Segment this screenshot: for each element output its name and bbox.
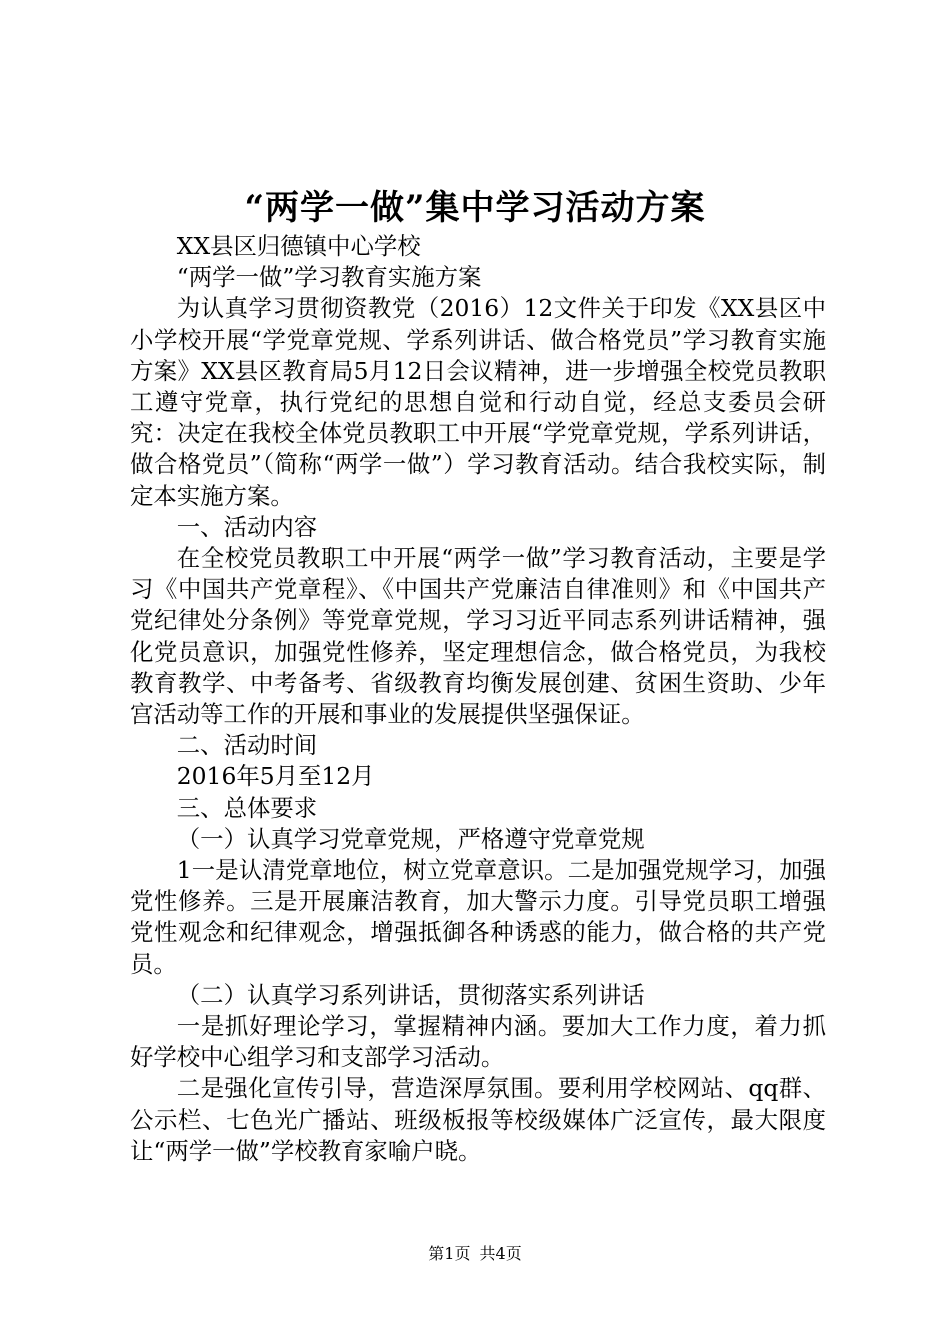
requirements-paragraph-2: 一是抓好理论学习，掌握精神内涵。要加大工作力度，着力抓好学校中心组学习和支部学习活动。 bbox=[130, 1012, 826, 1072]
subsection-heading-2: （二）认真学习系列讲话，贯彻落实系列讲话 bbox=[176, 980, 645, 1009]
content-paragraph: 在全校党员教职工中开展“两学一做”学习教育活动，主要是学习《中国共产党章程》、《中国共产党廉洁自律准则》和《中国共产党纪律处分条例》等党章党规，学习习近平同志系列讲话精神，强化党员意识，加强党性修养，坚定理想信念，做合格党员，为我校教育教学、中考备考、省级教育均衡发展创建、贫困生资助、少年宫活动等工作的开展和事业的发展提供坚强保证。 bbox=[130, 544, 826, 729]
intro-paragraph: 为认真学习贯彻资教党（2016）12文件关于印发《XX县区中小学校开展“学党章党规、学系列讲话、做合格党员”学习教育实施方案》XX县区教育局5月12日会议精神，进一步增强全校党员教职工遵守党章，执行党纪的思想自觉和行动自觉，经总支委员会研究：决定在我校全体党员教职工中开展“学党章党规，学系列讲话，做合格党员”（简称“两学一做”）学习教育活动。结合我校实际，制定本实施方案。 bbox=[130, 294, 826, 510]
document-body bbox=[130, 231, 826, 1167]
section-heading-time: 二、活动时间 bbox=[176, 731, 318, 760]
section-heading-content: 一、活动内容 bbox=[176, 512, 318, 541]
subsection-heading-1: （一）认真学习党章党规，严格遵守党章党规 bbox=[176, 824, 645, 853]
time-paragraph: 2016年5月至12月 bbox=[176, 762, 375, 791]
plan-subtitle-line: “两学一做”学习教育实施方案 bbox=[176, 263, 482, 292]
requirements-paragraph-1: 1一是认清党章地位，树立党章意识。二是加强党规学习，加强党性修养。三是开展廉洁教育，加大警示力度。引导党员职工增强党性观念和纪律观念，增强抵御各种诱惑的能力，做合格的共产党员。 bbox=[130, 856, 826, 978]
document-title: “两学一做”集中学习活动方案 bbox=[244, 188, 706, 228]
section-heading-requirements: 三、总体要求 bbox=[176, 793, 318, 822]
page-number-footer: 第1页 共4页 bbox=[428, 1244, 522, 1263]
school-name-line: XX县区归德镇中心学校 bbox=[176, 232, 421, 260]
requirements-paragraph-3: 二是强化宣传引导，营造深厚氛围。要利用学校网站、qq群、公示栏、七色光广播站、班级板报等校级媒体广泛宣传，最大限度让“两学一做”学校教育家喻户晓。 bbox=[130, 1074, 826, 1165]
